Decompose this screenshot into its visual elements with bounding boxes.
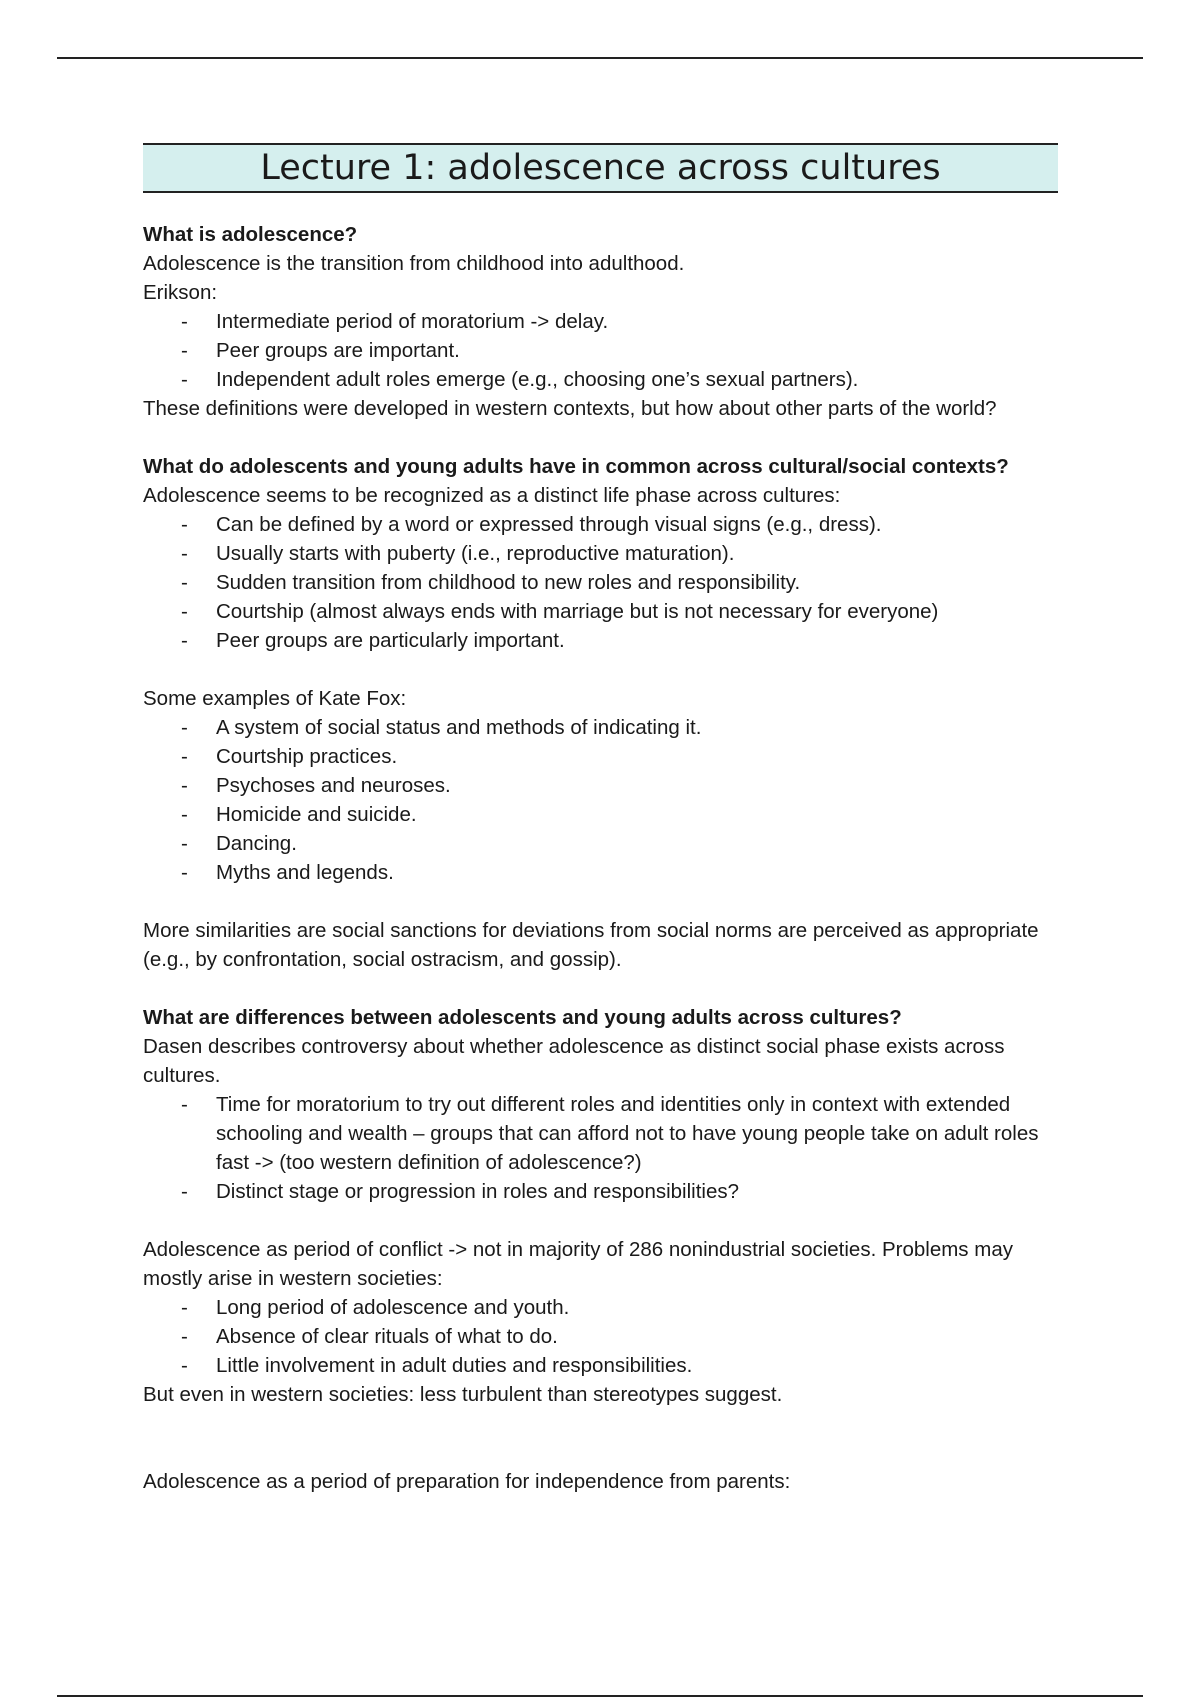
paragraph: Some examples of Kate Fox:	[143, 687, 407, 710]
list-item-text: Independent adult roles emerge (e.g., choosing one’s sexual partners).	[216, 368, 859, 391]
dash-bullet: -	[181, 1354, 188, 1377]
dash-bullet: -	[181, 1325, 188, 1348]
paragraph: Adolescence as period of conflict -> not in majority of 286 nonindustrial societies. Problems may mostly arise in western societies:	[143, 1238, 1013, 1290]
spacer	[143, 1409, 1058, 1467]
dash-bullet: -	[181, 716, 188, 739]
list-item-text: Courtship (almost always ends with marriage but is not necessary for everyone)	[216, 600, 939, 623]
document-title: Lecture 1: adolescence across cultures	[143, 143, 1058, 193]
list-item-text: Absence of clear rituals of what to do.	[216, 1325, 558, 1348]
page-bottom-rule	[57, 1695, 1143, 1697]
dash-bullet: -	[181, 832, 188, 855]
list-item-text: Distinct stage or progression in roles and responsibilities?	[216, 1180, 740, 1203]
paragraph: Adolescence is the transition from childhood into adulthood.	[143, 252, 685, 275]
document-content	[143, 220, 1058, 1496]
list-item-text: Time for moratorium to try out different roles and identities only in context with extended schooling and wealth – groups that can afford not to have young people take on adult roles fast -> (too western definition of adolescence?)	[216, 1093, 1039, 1174]
dash-bullet: -	[181, 310, 188, 333]
dash-bullet: -	[181, 513, 188, 536]
page-top-rule	[57, 57, 1143, 59]
section-heading-what-is-adolescence: What is adolescence?	[143, 223, 358, 246]
list-item	[143, 307, 1058, 336]
dash-bullet: -	[181, 803, 188, 826]
list-item	[143, 713, 1058, 742]
list-item	[143, 510, 1058, 539]
dash-bullet: -	[181, 339, 188, 362]
list-item-text: Sudden transition from childhood to new roles and responsibility.	[216, 571, 801, 594]
list-item-text: Long period of adolescence and youth.	[216, 1296, 570, 1319]
list-item-text: Can be defined by a word or expressed through visual signs (e.g., dress).	[216, 513, 882, 536]
spacer	[143, 423, 1058, 452]
paragraph: Erikson:	[143, 281, 218, 304]
dash-bullet: -	[181, 774, 188, 797]
list-item	[143, 1090, 1058, 1177]
list-item	[143, 597, 1058, 626]
dash-bullet: -	[181, 745, 188, 768]
bullet-list	[143, 307, 1058, 394]
section-heading-common-across-cultures: What do adolescents and young adults have in common across cultural/social contexts?	[143, 455, 1009, 478]
bullet-list	[143, 1090, 1058, 1206]
paragraph: More similarities are social sanctions for deviations from social norms are perceived as appropriate (e.g., by confrontation, social ostracism, and gossip).	[143, 919, 1039, 971]
list-item	[143, 1351, 1058, 1380]
list-item-text: A system of social status and methods of indicating it.	[216, 716, 702, 739]
paragraph: Adolescence as a period of preparation for independence from parents:	[143, 1470, 791, 1493]
list-item	[143, 626, 1058, 655]
list-item	[143, 858, 1058, 887]
bullet-list	[143, 1293, 1058, 1380]
list-item	[143, 365, 1058, 394]
list-item-text: Myths and legends.	[216, 861, 394, 884]
list-item	[143, 771, 1058, 800]
list-item	[143, 1322, 1058, 1351]
paragraph: But even in western societies: less turbulent than stereotypes suggest.	[143, 1383, 783, 1406]
dash-bullet: -	[181, 1093, 188, 1116]
paragraph: Adolescence seems to be recognized as a distinct life phase across cultures:	[143, 484, 841, 507]
list-item-text: Courtship practices.	[216, 745, 398, 768]
list-item-text: Little involvement in adult duties and responsibilities.	[216, 1354, 693, 1377]
dash-bullet: -	[181, 629, 188, 652]
list-item-text: Peer groups are important.	[216, 339, 460, 362]
spacer	[143, 974, 1058, 1003]
dash-bullet: -	[181, 861, 188, 884]
paragraph: These definitions were developed in western contexts, but how about other parts of the world?	[143, 397, 997, 420]
dash-bullet: -	[181, 368, 188, 391]
list-item	[143, 829, 1058, 858]
bullet-list	[143, 713, 1058, 887]
spacer	[143, 1206, 1058, 1235]
list-item	[143, 742, 1058, 771]
list-item-text: Psychoses and neuroses.	[216, 774, 451, 797]
list-item-text: Homicide and suicide.	[216, 803, 417, 826]
dash-bullet: -	[181, 542, 188, 565]
list-item	[143, 800, 1058, 829]
spacer	[143, 887, 1058, 916]
list-item-text: Peer groups are particularly important.	[216, 629, 565, 652]
dash-bullet: -	[181, 571, 188, 594]
list-item-text: Dancing.	[216, 832, 297, 855]
list-item	[143, 336, 1058, 365]
spacer	[143, 655, 1058, 684]
bullet-list	[143, 510, 1058, 655]
list-item-text: Usually starts with puberty (i.e., reproductive maturation).	[216, 542, 735, 565]
list-item-text: Intermediate period of moratorium -> delay.	[216, 310, 609, 333]
list-item	[143, 1293, 1058, 1322]
document-page	[143, 143, 1058, 1496]
dash-bullet: -	[181, 1180, 188, 1203]
section-heading-differences-across-cultures: What are differences between adolescents and young adults across cultures?	[143, 1006, 902, 1029]
list-item	[143, 539, 1058, 568]
dash-bullet: -	[181, 1296, 188, 1319]
list-item	[143, 1177, 1058, 1206]
list-item	[143, 568, 1058, 597]
dash-bullet: -	[181, 600, 188, 623]
paragraph: Dasen describes controversy about whether adolescence as distinct social phase exists across cultures.	[143, 1035, 1005, 1087]
